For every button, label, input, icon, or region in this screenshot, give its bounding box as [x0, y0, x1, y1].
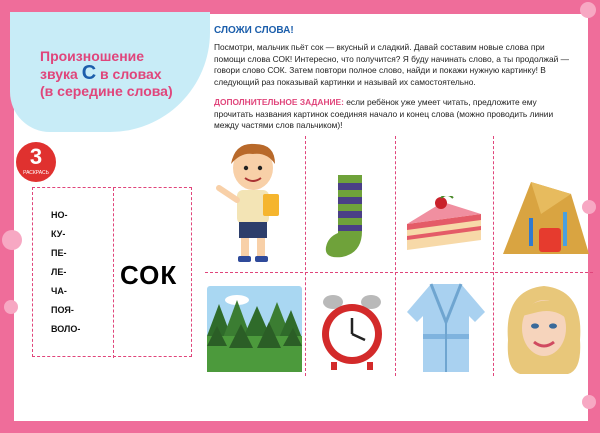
badge-label: РАСКРАСЬ	[23, 170, 49, 176]
title-line2: звука С в словах	[40, 62, 162, 84]
alarm-clock-icon	[317, 292, 387, 372]
table-divider	[113, 188, 114, 358]
clock-picture[interactable]	[317, 292, 387, 372]
decor-dot	[580, 2, 596, 18]
grid-divider	[493, 136, 494, 376]
frame-bottom	[0, 421, 600, 433]
syllable: ПОЯ-	[51, 305, 74, 315]
cake-picture[interactable]	[403, 196, 488, 256]
cake-icon	[403, 196, 488, 256]
grid-divider	[305, 136, 306, 376]
task-body: Посмотри, мальчик пьёт сок — вкусный и сладкий. Давай составим новые слова при помощи слова СОК! Интересно, что получится? Я буду начинать слово, а ты продолжай — говори слово СОК. Затем повтори полное слово, найди и покажи нужную картинку! В следующий раз показывай картинки и называй их самостоятельно.	[214, 42, 570, 87]
grid-divider	[395, 136, 396, 376]
page-number: 18	[18, 409, 32, 423]
title-letter: С	[81, 62, 97, 84]
sock-picture[interactable]	[320, 171, 380, 266]
extra-label: ДОПОЛНИТЕЛЬНОЕ ЗАДАНИЕ:	[214, 97, 344, 107]
center-word: СОК	[120, 260, 178, 290]
bathrobe-picture[interactable]	[401, 282, 491, 374]
bathrobe-icon	[401, 282, 491, 374]
boy-icon	[205, 138, 300, 268]
syllable-table	[32, 187, 192, 357]
sand-icon	[501, 174, 591, 264]
syllable: ВОЛО-	[51, 324, 81, 334]
grid-divider	[205, 272, 593, 273]
decor-dot	[582, 395, 596, 409]
syllable: ЧА-	[51, 286, 67, 296]
syllable: КУ-	[51, 229, 66, 239]
task-heading: СЛОЖИ СЛОВА!	[214, 25, 294, 36]
title-line3: (в середине слова)	[40, 83, 173, 99]
syllable: ПЕ-	[51, 248, 67, 258]
woman-picture[interactable]	[498, 280, 590, 375]
decor-dot	[4, 300, 18, 314]
color-badge	[16, 142, 56, 182]
forest-icon	[207, 286, 302, 372]
task-extra	[214, 97, 574, 132]
sand-picture[interactable]	[501, 174, 591, 264]
extra-text: если ребёнок уже умеет читать, предложите ему прочитать названия картинок соединяя начало и конец слова (можно проводить линии между частями слов пальчиком)!	[214, 97, 554, 131]
forest-picture[interactable]	[207, 286, 302, 372]
syllable: НО-	[51, 210, 68, 220]
woman-icon	[498, 280, 590, 375]
badge-number: 3	[29, 144, 43, 169]
decor-dot	[2, 230, 22, 250]
sock-icon	[320, 171, 380, 266]
page-title	[40, 48, 200, 100]
picture-grid	[205, 136, 593, 376]
title-line1: Произношение	[40, 48, 145, 64]
syllable: ЛЕ-	[51, 267, 67, 277]
boy-with-juice-picture[interactable]	[205, 138, 300, 268]
